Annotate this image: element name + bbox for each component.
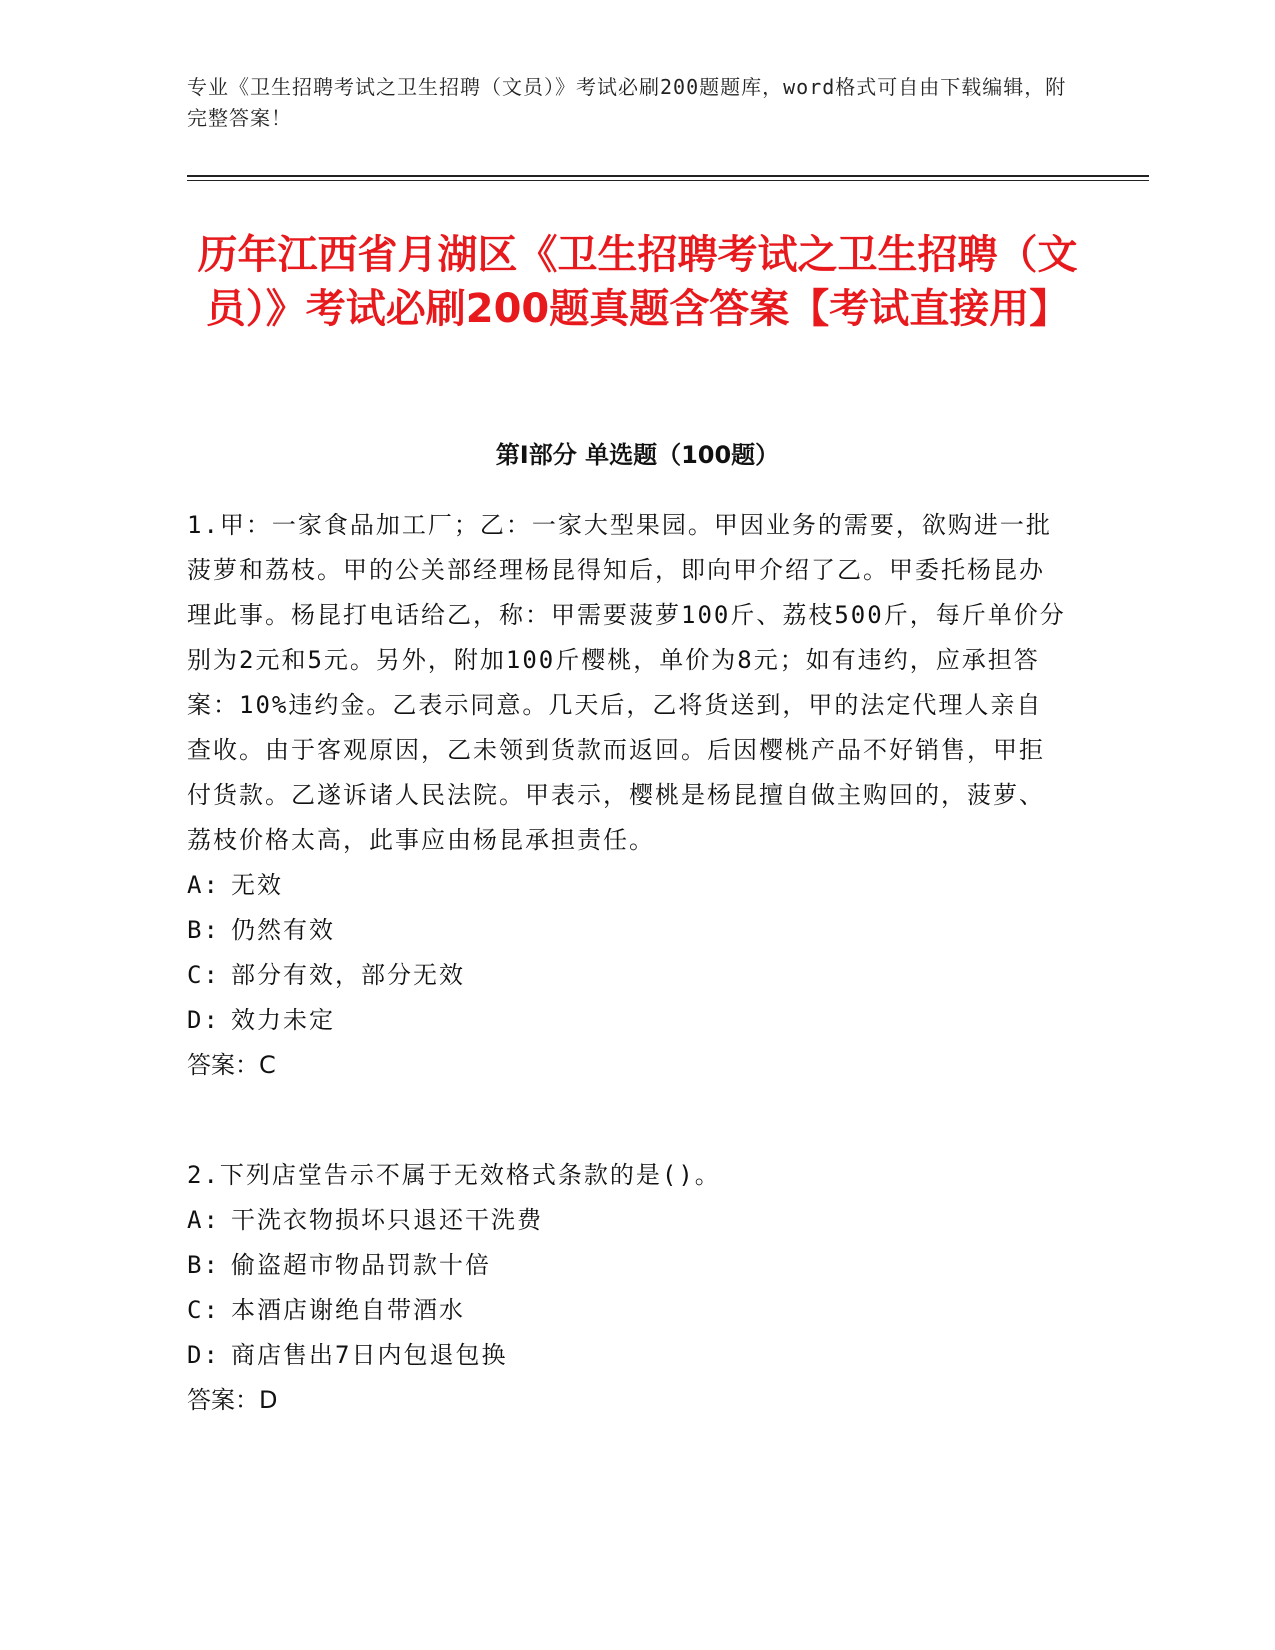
answer-line: 答案：C (187, 1051, 276, 1079)
option-key: C: (187, 1296, 220, 1324)
option-text: 无效 (231, 871, 283, 899)
header-note: 专业《卫生招聘考试之卫生招聘（文员）》考试必刷200题题库，word格式可自由下载编辑，附完整答案！ (187, 75, 1067, 130)
question-stem: 1.甲：一家食品加工厂；乙：一家大型果园。甲因业务的需要，欲购进一批菠萝和荔枝。甲的公关部经理杨昆得知后，即向甲介绍了乙。甲委托杨昆办理此事。杨昆打电话给乙，称：甲需要菠萝100斤、荔枝500斤，每斤单价分别为2元和5元。另外，附加100斤樱桃，单价为8元；如有违约，应承担答案：10%违约金。乙表示同意。几天后，乙将货送到，甲的法定代理人亲自查收。由于客观原因，乙未领到货款而返回。后因樱桃产品不好销售，甲拒付货款。乙遂诉诸人民法院。甲表示，樱桃是杨昆擅自做主购回的，菠萝、荔枝价格太高，此事应由杨昆承担责任。 (187, 511, 1066, 854)
option-text: 仍然有效 (231, 916, 335, 944)
question-stem: 2.下列店堂告示不属于无效格式条款的是()。 (187, 1161, 721, 1189)
option-key: D: (187, 1006, 220, 1034)
option-key: A: (187, 871, 220, 899)
option-b (187, 1243, 1067, 1288)
option-key: C: (187, 961, 220, 989)
option-c (187, 1288, 1067, 1333)
question-1 (187, 503, 1067, 1088)
option-a (187, 863, 1067, 908)
option-key: A: (187, 1206, 220, 1234)
option-text: 干洗衣物损坏只退还干洗费 (231, 1206, 543, 1234)
answer-line: 答案：D (187, 1386, 278, 1414)
option-key: B: (187, 1251, 220, 1279)
option-a (187, 1198, 1067, 1243)
option-c (187, 953, 1067, 998)
option-text: 商店售出7日内包退包换 (231, 1341, 508, 1369)
option-b (187, 908, 1067, 953)
header-rule-thick (187, 175, 1149, 177)
option-text: 效力未定 (231, 1006, 335, 1034)
option-d (187, 998, 1067, 1043)
option-key: B: (187, 916, 220, 944)
option-d (187, 1333, 1067, 1378)
option-text: 偷盗超市物品罚款十倍 (231, 1251, 491, 1279)
question-2 (187, 1153, 1067, 1423)
option-text: 部分有效，部分无效 (231, 961, 465, 989)
option-text: 本酒店谢绝自带酒水 (231, 1296, 465, 1324)
section-heading: 第I部分 单选题（100题） (495, 441, 780, 469)
document-title: 历年江西省月湖区《卫生招聘考试之卫生招聘（文员）》考试必刷200题真题含答案【考试直接用】 (197, 232, 1078, 332)
option-key: D: (187, 1341, 220, 1369)
header-rule-thin (187, 180, 1149, 181)
